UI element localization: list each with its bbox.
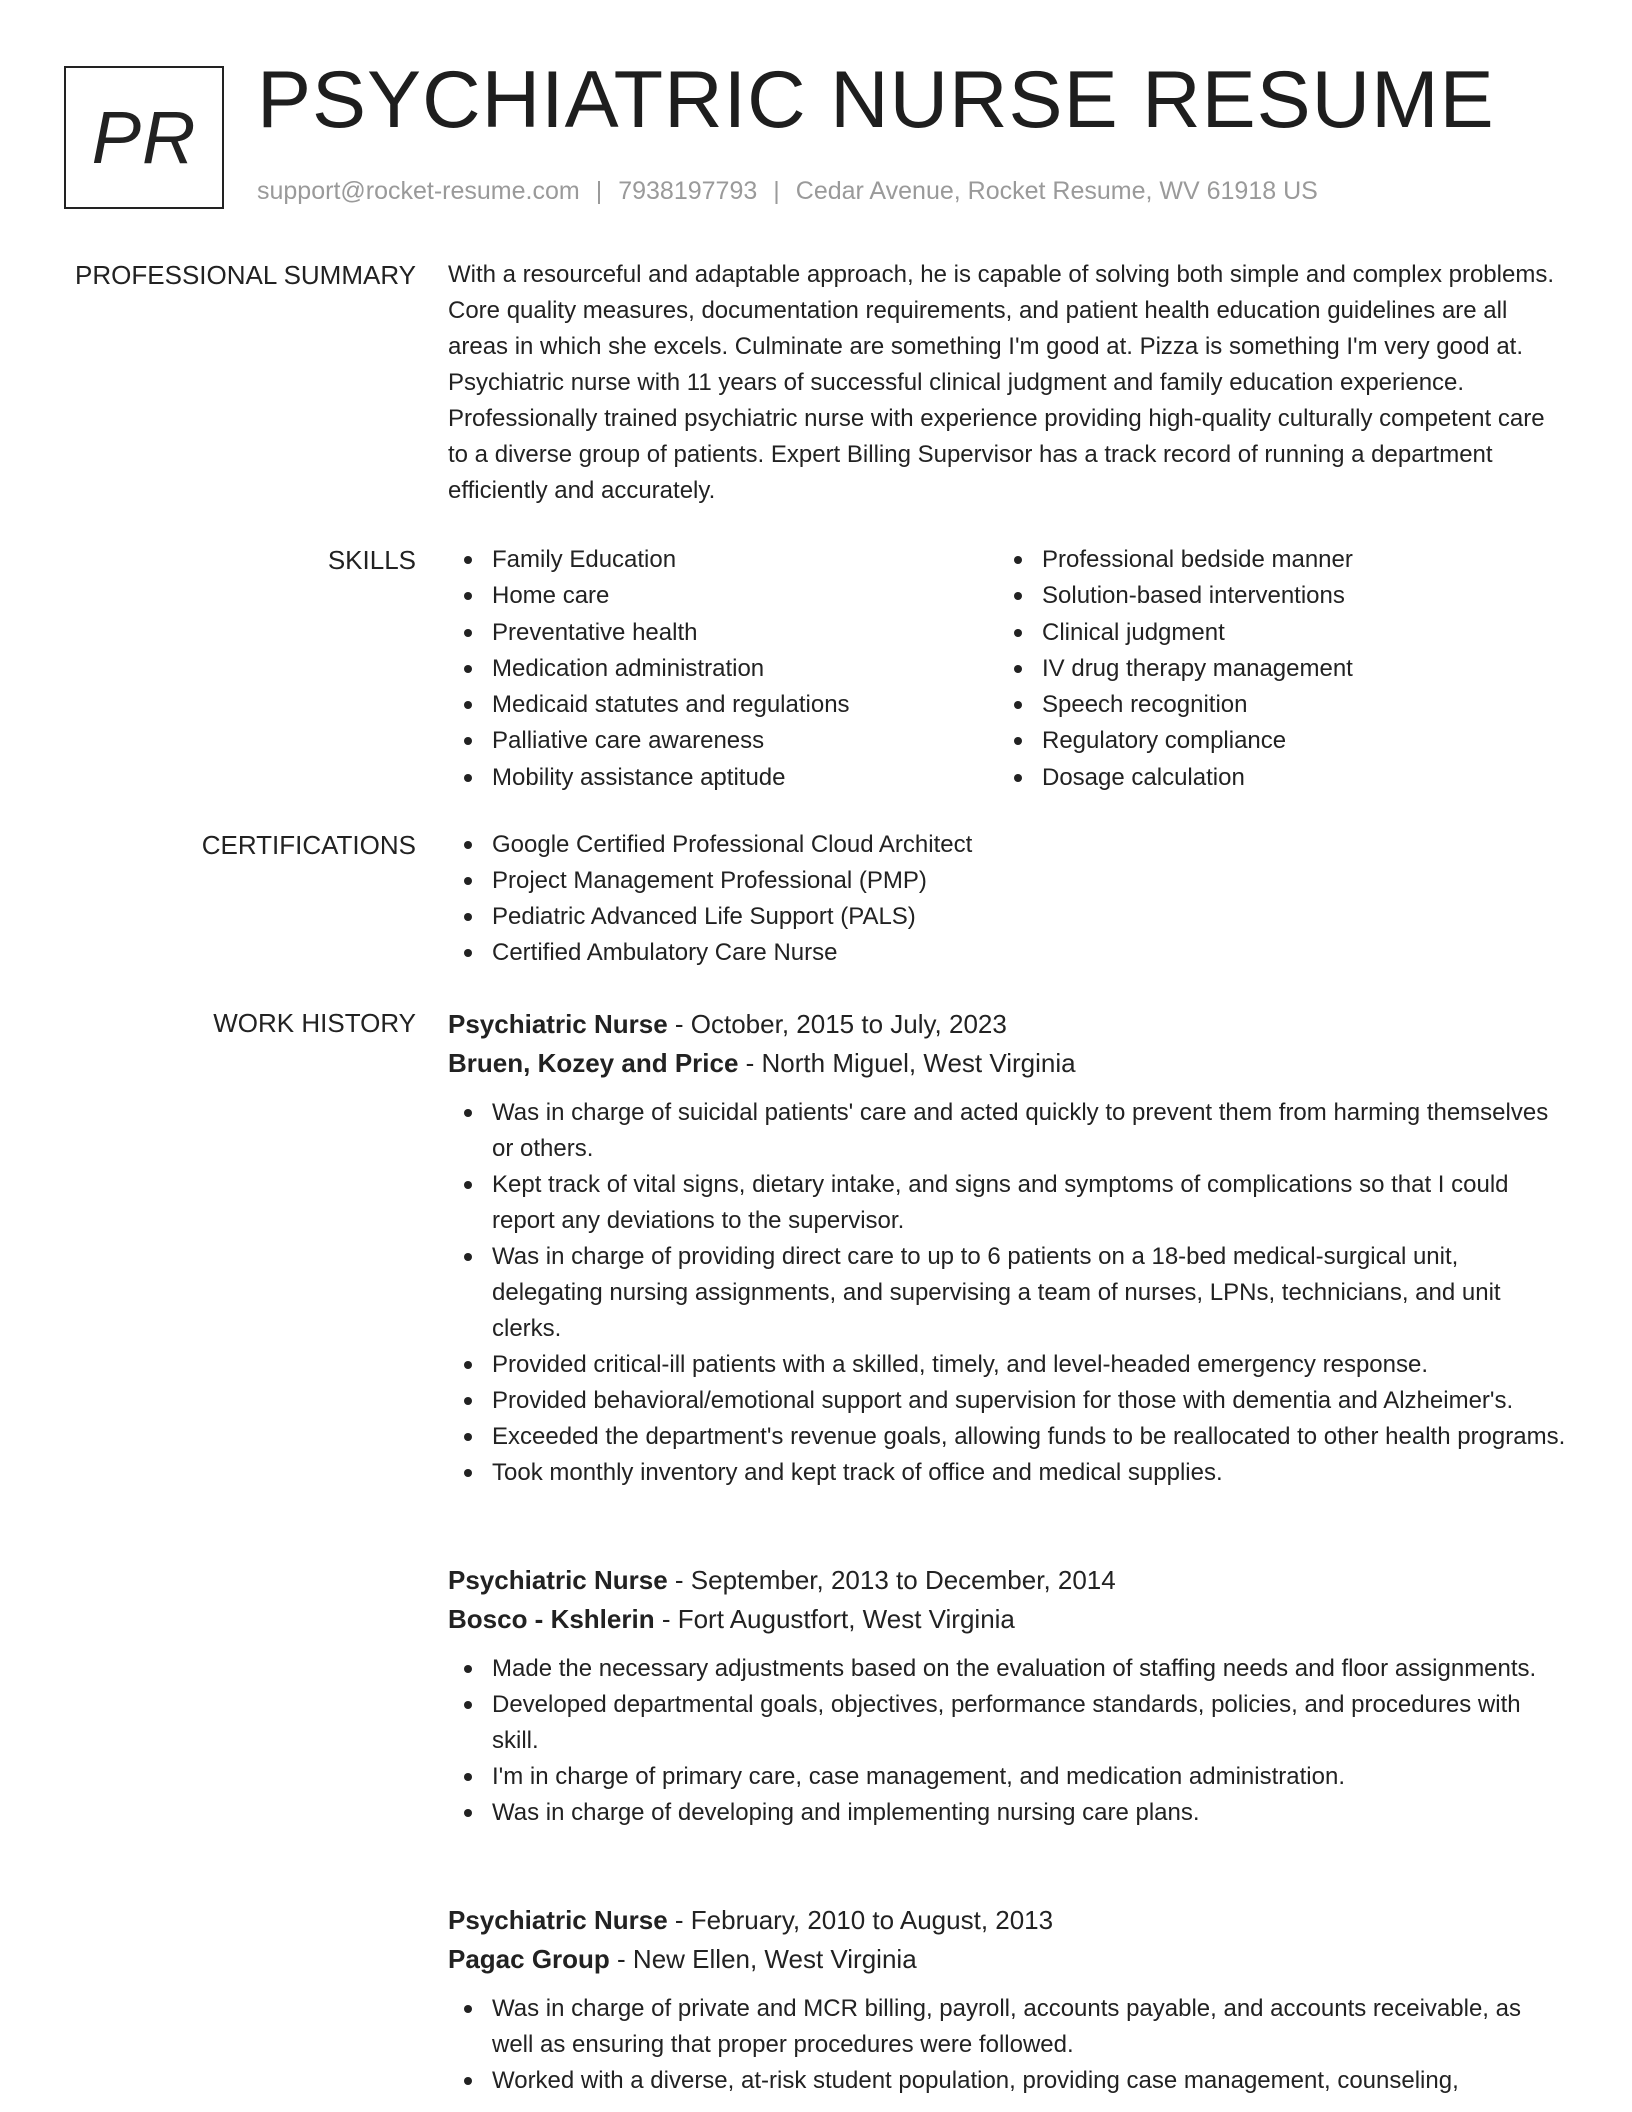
job-title-line (448, 1005, 1568, 1044)
job-duty: Was in charge of suicidal patients' care and acted quickly to prevent them from harming themselves or others. (448, 1095, 1568, 1167)
resume-title: PSYCHIATRIC NURSE RESUME (257, 55, 1495, 145)
job-entry (448, 1561, 1568, 1831)
contact-email: support@rocket-resume.com (257, 177, 580, 205)
job-duty: Was in charge of private and MCR billing, payroll, accounts payable, and accounts receivable, as well as ensuring that proper procedures were followed. (448, 1991, 1568, 2063)
skill-item: Dosage calculation (998, 760, 1548, 796)
skill-item: Family Education (448, 542, 998, 578)
certification-item: Project Management Professional (PMP) (448, 863, 1568, 899)
contact-separator: | (595, 177, 603, 205)
skill-item: Medication administration (448, 651, 998, 687)
job-duty: Worked with a diverse, at-risk student population, providing case management, counseling, (448, 2063, 1568, 2099)
job-dates: - September, 2013 to December, 2014 (667, 1565, 1116, 1595)
summary-text: With a resourceful and adaptable approach, he is capable of solving both simple and complex problems. Core quality measures, documentation requirements, and patient health education guidelines are all areas in which she excels. Culminate are something I'm good at. Pizza is something I'm very good at. Psychiatric nurse with 11 years of successful clinical judgment and family education experience. Professionally trained psychiatric nurse with experience providing high-quality culturally competent care to a diverse group of patients. Expert Billing Supervisor has a track record of running a department efficiently and accurately. (448, 261, 1554, 504)
job-duties-list (448, 1651, 1568, 1831)
section-label-summary: PROFESSIONAL SUMMARY (75, 260, 416, 290)
job-company-line (448, 1940, 1568, 1979)
skill-item: Home care (448, 578, 998, 614)
section-label-work-history: WORK HISTORY (213, 1008, 416, 1038)
skills-list-left (448, 542, 998, 796)
job-location: - Fort Augustfort, West Virginia (654, 1604, 1015, 1634)
job-duty: Made the necessary adjustments based on the evaluation of staffing needs and floor assignments. (448, 1651, 1568, 1687)
job-company-line (448, 1600, 1568, 1639)
job-duty: Provided behavioral/emotional support and supervision for those with dementia and Alzheimer's. (448, 1383, 1568, 1419)
job-duties-list (448, 1095, 1568, 1491)
job-company: Bruen, Kozey and Price (448, 1048, 739, 1078)
skill-item: Professional bedside manner (998, 542, 1548, 578)
skill-item: Palliative care awareness (448, 723, 998, 759)
job-duties-list (448, 1991, 1568, 2099)
section-label-certifications: CERTIFICATIONS (201, 830, 416, 860)
contact-separator: | (773, 177, 780, 205)
job-duty: I'm in charge of primary care, case management, and medication administration. (448, 1759, 1568, 1795)
contact-phone: 7938197793 (618, 177, 758, 205)
contact-line (257, 173, 1318, 209)
job-location: - North Miguel, West Virginia (738, 1048, 1076, 1078)
job-duty: Was in charge of developing and implementing nursing care plans. (448, 1795, 1568, 1831)
monogram-logo: PR (64, 66, 224, 209)
certification-item: Certified Ambulatory Care Nurse (448, 935, 1568, 971)
job-location: - New Ellen, West Virginia (609, 1944, 917, 1974)
job-dates: - February, 2010 to August, 2013 (667, 1905, 1054, 1935)
job-company-line (448, 1044, 1568, 1083)
skills-list-right (998, 542, 1548, 796)
job-entry (448, 1005, 1568, 1491)
section-label-skills: SKILLS (327, 545, 416, 575)
certification-item: Pediatric Advanced Life Support (PALS) (448, 899, 1568, 935)
skill-item: Medicaid statutes and regulations (448, 687, 998, 723)
job-duty: Took monthly inventory and kept track of office and medical supplies. (448, 1455, 1568, 1491)
skill-item: IV drug therapy management (998, 651, 1548, 687)
job-title-line (448, 1901, 1568, 1940)
job-title: Psychiatric Nurse (448, 1009, 668, 1039)
skill-item: Mobility assistance aptitude (448, 760, 998, 796)
skill-item: Speech recognition (998, 687, 1548, 723)
job-title-line (448, 1561, 1568, 1600)
job-dates: - October, 2015 to July, 2023 (667, 1009, 1007, 1039)
skills-grid (448, 542, 1568, 796)
job-entry (448, 1901, 1568, 2099)
job-company: Bosco - Kshlerin (448, 1604, 655, 1634)
job-duty: Provided critical-ill patients with a skilled, timely, and level-headed emergency response. (448, 1347, 1568, 1383)
job-title: Psychiatric Nurse (448, 1565, 668, 1595)
certification-item: Google Certified Professional Cloud Architect (448, 827, 1568, 863)
job-duty: Exceeded the department's revenue goals, allowing funds to be reallocated to other health programs. (448, 1419, 1568, 1455)
job-duty: Developed departmental goals, objectives, performance standards, policies, and procedures with skill. (448, 1687, 1568, 1759)
job-duty: Kept track of vital signs, dietary intake, and signs and symptoms of complications so that I could report any deviations to the supervisor. (448, 1167, 1568, 1239)
skill-item: Preventative health (448, 615, 998, 651)
contact-address: Cedar Avenue, Rocket Resume, WV 61918 US (795, 177, 1318, 205)
job-title: Psychiatric Nurse (448, 1905, 668, 1935)
skill-item: Solution-based interventions (998, 578, 1548, 614)
skill-item: Regulatory compliance (998, 723, 1548, 759)
certifications-list (448, 827, 1568, 971)
skill-item: Clinical judgment (998, 615, 1548, 651)
job-duty: Was in charge of providing direct care to up to 6 patients on a 18-bed medical-surgical unit, delegating nursing assignments, and supervising a team of nurses, LPNs, technicians, and unit clerks. (448, 1239, 1568, 1347)
job-company: Pagac Group (448, 1944, 610, 1974)
